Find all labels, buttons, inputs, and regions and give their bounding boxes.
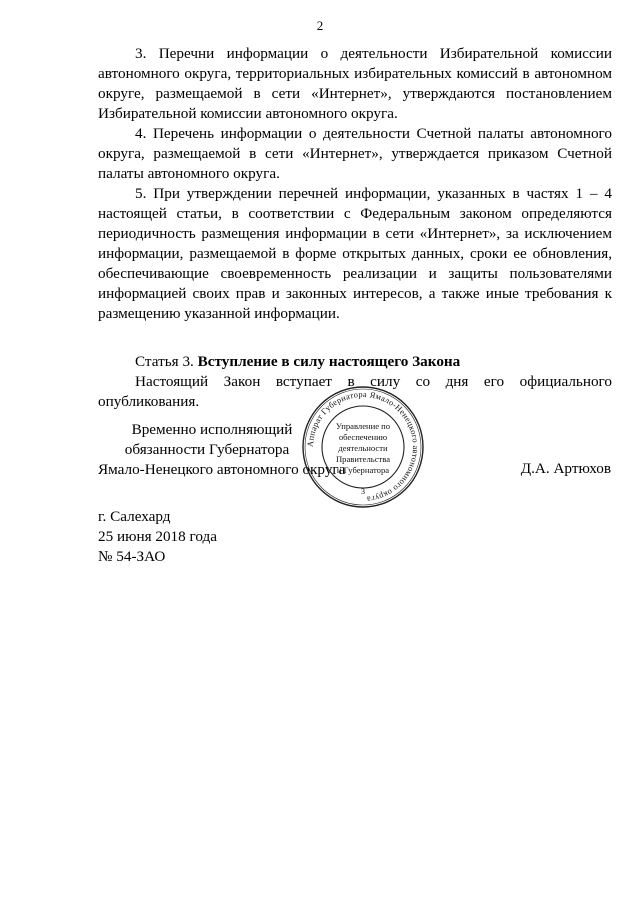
stamp-inner-line-3: деятельности	[338, 443, 388, 453]
article-3-label: Статья 3.	[135, 353, 198, 370]
city: г. Салехард	[98, 508, 171, 525]
signer-position-line-3: Ямало-Ненецкого автономного округа	[98, 461, 346, 478]
article-3-title: Вступление в силу настоящего Закона	[197, 353, 461, 370]
official-stamp	[300, 384, 426, 510]
document-body	[98, 44, 612, 412]
stamp-outer-text: Аппарат Губернатора Ямало-Ненецкого автономного округа	[305, 389, 421, 504]
article-3-heading	[98, 352, 612, 372]
stamp-inner-line-5: и Губернатора	[336, 465, 390, 475]
law-number: № 54-ЗАО	[98, 548, 166, 565]
signer-name: Д.А. Артюхов	[520, 460, 611, 477]
signer-position-line-1: Временно исполняющий	[131, 421, 293, 438]
stamp-number: 3	[361, 487, 365, 496]
stamp-inner-line-4: Правительства	[335, 454, 391, 464]
signer-position-line-2: обязанности Губернатора	[124, 441, 290, 458]
paragraph-3: 3. Перечни информации о деятельности Избирательной комиссии автономного округа, территориальных избирательных комиссий в автономном округе, размещаемой в сети «Интернет», утверждаются постановлением Избирательной комиссии автономного округа.	[98, 45, 612, 122]
stamp-inner-line-1: Управление по	[335, 421, 391, 431]
stamp-inner-line-2: обеспечению	[338, 432, 388, 442]
law-date: 25 июня 2018 года	[98, 528, 218, 545]
place-and-date-block	[98, 507, 217, 567]
paragraph-4: 4. Перечень информации о деятельности Счетной палаты автономного округа, размещаемой в сети «Интернет», утверждается приказом Счетной палаты автономного округа.	[98, 125, 612, 182]
page-number: 2	[316, 18, 324, 33]
article-3-text: Настоящий Закон вступает в силу со дня его официального опубликования.	[98, 373, 612, 410]
paragraph-5: 5. При утверждении перечней информации, указанных в частях 1 – 4 настоящей статьи, в соответствии с Федеральным законом определяются периодичность размещения информации в сети «Интернет», за исключением информации, размещаемой в форме открытых данных, сроки ее обновления, обеспечивающие своевременность реализации и защиты пользователями информацией своих прав и законных интересов, а также иные требования к размещению указанной информации.	[98, 185, 612, 322]
